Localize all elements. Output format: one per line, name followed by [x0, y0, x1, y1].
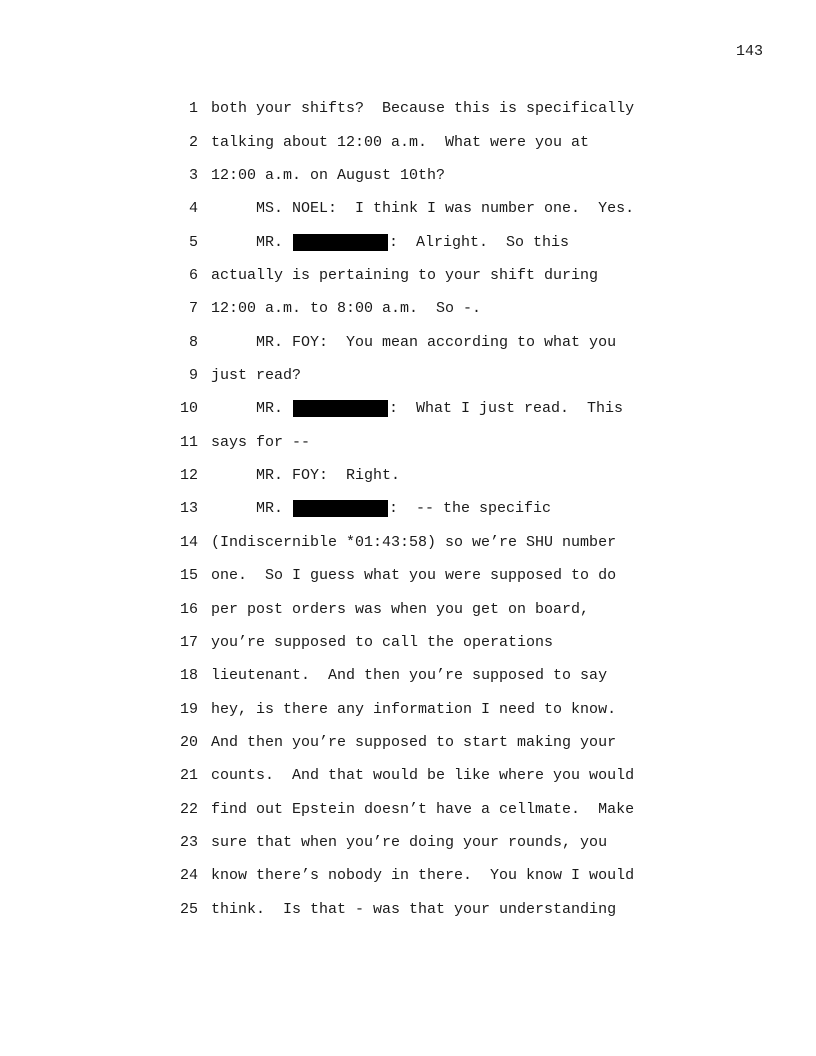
transcript-line	[170, 159, 690, 192]
line-text: MS. NOEL: I think I was number one. Yes.	[211, 200, 635, 218]
transcript-line	[170, 559, 690, 592]
line-text: : Alright. So this	[389, 233, 570, 251]
line-text: think. Is that - was that your understanding	[211, 900, 617, 918]
transcript-line	[170, 726, 690, 759]
speaker-prefix: MR.	[211, 233, 293, 251]
line-number: 23	[179, 834, 198, 852]
redaction-block	[293, 400, 388, 417]
line-text: 12:00 a.m. on August 10th?	[211, 166, 446, 184]
line-text: counts. And that would be like where you would	[211, 767, 635, 785]
line-number: 25	[179, 900, 198, 918]
transcript-line	[170, 192, 690, 225]
transcript-line	[170, 826, 690, 859]
transcript-line	[170, 893, 690, 926]
transcript-line	[170, 259, 690, 292]
line-number: 1	[188, 100, 198, 118]
line-text: sure that when you’re doing your rounds, you	[211, 834, 608, 852]
line-number: 2	[188, 133, 198, 151]
line-number: 18	[179, 667, 198, 685]
transcript-line	[170, 225, 690, 258]
transcript-line	[170, 659, 690, 692]
redaction-block	[293, 500, 388, 517]
transcript-line	[170, 626, 690, 659]
transcript-line	[170, 92, 690, 125]
line-number: 17	[179, 633, 198, 651]
line-text: MR. FOY: Right.	[211, 467, 401, 485]
line-number: 19	[179, 700, 198, 718]
line-number: 21	[179, 767, 198, 785]
line-text: just read?	[211, 367, 302, 385]
line-number: 6	[188, 266, 198, 284]
speaker-prefix: MR.	[211, 500, 293, 518]
line-text: says for --	[211, 433, 311, 451]
line-number: 10	[179, 400, 198, 418]
line-text: actually is pertaining to your shift during	[211, 266, 599, 284]
speaker-prefix: MR.	[211, 400, 293, 418]
line-text: 12:00 a.m. to 8:00 a.m. So -.	[211, 300, 482, 318]
transcript-line	[170, 125, 690, 158]
line-number: 3	[188, 166, 198, 184]
line-text: know there’s nobody in there. You know I would	[211, 867, 635, 885]
transcript-line	[170, 326, 690, 359]
transcript-line	[170, 359, 690, 392]
line-number: 14	[179, 533, 198, 551]
line-text: (Indiscernible *01:43:58) so we’re SHU number	[211, 533, 617, 551]
transcript-line	[170, 592, 690, 625]
line-text: talking about 12:00 a.m. What were you at	[211, 133, 590, 151]
transcript-line	[170, 759, 690, 792]
line-number: 22	[179, 800, 198, 818]
transcript-line	[170, 492, 690, 525]
line-number: 16	[179, 600, 198, 618]
transcript-line	[170, 859, 690, 892]
line-number: 9	[188, 367, 198, 385]
transcript-line	[170, 526, 690, 559]
line-number: 8	[188, 333, 198, 351]
redaction-block	[293, 234, 388, 251]
line-text: both your shifts? Because this is specifically	[211, 100, 635, 118]
transcript-line	[170, 292, 690, 325]
line-text: MR. FOY: You mean according to what you	[211, 333, 617, 351]
transcript-body	[170, 92, 690, 926]
transcript-line	[170, 692, 690, 725]
line-text: And then you’re supposed to start making your	[211, 734, 617, 751]
line-text: one. So I guess what you were supposed to do	[211, 567, 617, 585]
line-number: 24	[179, 867, 198, 885]
line-text: per post orders was when you get on board,	[211, 600, 590, 618]
line-number: 11	[179, 433, 198, 451]
line-text: : What I just read. This	[389, 400, 624, 418]
line-number: 7	[188, 300, 198, 318]
line-text: hey, is there any information I need to know.	[211, 700, 617, 718]
line-text: lieutenant. And then you’re supposed to say	[211, 667, 608, 685]
line-number: 4	[188, 200, 198, 218]
line-number: 13	[179, 500, 198, 518]
line-number: 20	[179, 734, 198, 751]
transcript-line	[170, 459, 690, 492]
transcript-line	[170, 426, 690, 459]
transcript-line	[170, 793, 690, 826]
line-text: find out Epstein doesn’t have a cellmate. Make	[211, 800, 635, 818]
page-number: 143	[735, 43, 763, 60]
line-number: 12	[179, 467, 198, 485]
line-text: you’re supposed to call the operations	[211, 633, 554, 651]
transcript-line	[170, 392, 690, 425]
line-number: 5	[188, 233, 198, 251]
line-number: 15	[179, 567, 198, 585]
line-text: : -- the specific	[389, 500, 552, 518]
